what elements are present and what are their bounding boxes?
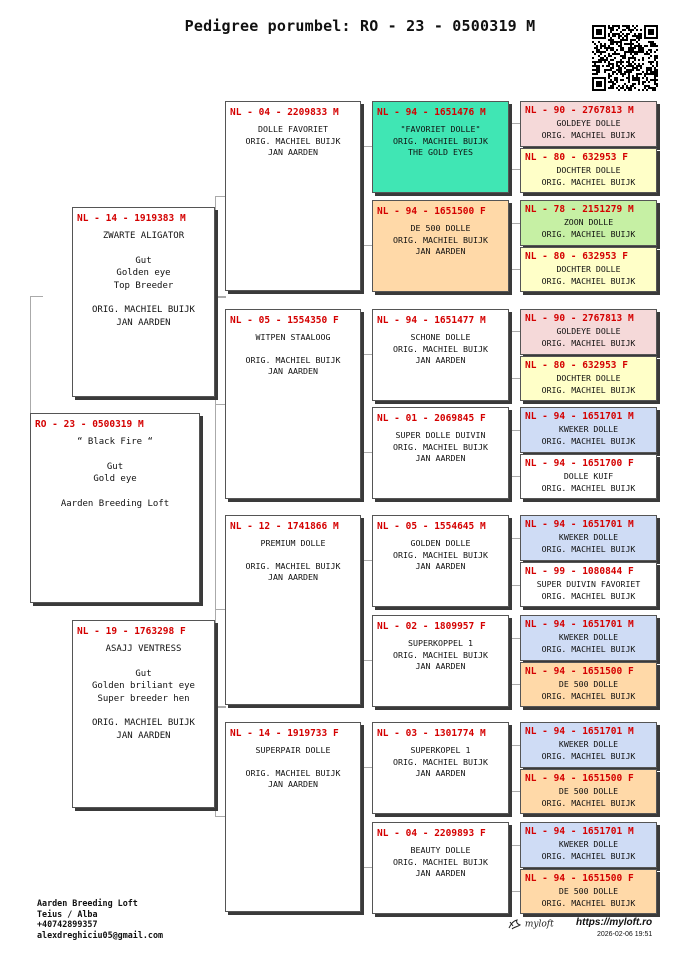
pigeon-name: GOLDEN DOLLE — [410, 538, 471, 548]
ring-number: NL - 02 - 1809957 F — [377, 621, 486, 632]
breeder-contact — [37, 898, 163, 940]
pigeon-detail: ORIG. MACHIEL BUIJK — [393, 856, 488, 867]
pigeon-detail: ORIG. MACHIEL BUIJK — [541, 898, 636, 908]
pigeon-detail: ORIG. MACHIEL BUIJK — [541, 691, 636, 701]
pigeon-detail: ORIG. MACHIEL BUIJK — [92, 305, 195, 315]
ring-number: NL - 14 - 1919383 M — [77, 213, 186, 224]
pigeon-card-grandparent[interactable] — [225, 515, 361, 705]
pigeon-name: SUPER DOLLE DUIVIN — [395, 430, 486, 440]
ring-number: NL - 94 - 1651701 M — [525, 619, 634, 630]
pigeon-detail: Aarden Breeding Loft — [60, 498, 170, 509]
ring-number: NL - 94 - 1651701 M — [525, 411, 634, 422]
myloft-logo — [508, 918, 554, 930]
pigeon-card-great-great-grandparent[interactable] — [520, 454, 657, 499]
pigeon-detail — [77, 656, 210, 668]
ring-number: NL - 78 - 2151279 M — [525, 204, 634, 215]
ring-number: NL - 94 - 1651701 M — [525, 519, 634, 530]
pigeon-name: DOCHTER DOLLE — [556, 165, 621, 175]
pigeon-detail: JAN AARDEN — [415, 453, 466, 463]
pigeon-name: KWEKER DOLLE — [558, 532, 619, 542]
pigeon-card-great-great-grandparent[interactable] — [520, 822, 657, 868]
ring-number: NL - 04 - 2209893 F — [377, 828, 486, 839]
pigeon-card-great-great-grandparent[interactable] — [520, 101, 657, 147]
pigeon-detail — [230, 550, 356, 561]
ring-number: NL - 80 - 632953 F — [525, 360, 628, 371]
pigeon-detail: ORIG. MACHIEL BUIJK — [541, 436, 636, 446]
pigeon-name: DE 500 DOLLE — [410, 223, 471, 233]
ring-number: NL - 19 - 1763298 F — [77, 626, 186, 637]
pigeon-card-subject[interactable] — [30, 413, 200, 603]
pigeon-name: PREMIUM DOLLE — [260, 538, 326, 548]
ring-number: NL - 01 - 2069845 F — [377, 413, 486, 424]
pigeon-detail: ORIG. MACHIEL BUIJK — [393, 135, 488, 146]
ring-number: NL - 80 - 632953 F — [525, 251, 628, 262]
pigeon-card-parent[interactable] — [72, 620, 215, 808]
pigeon-name: SUPERKOPPEL 1 — [408, 638, 473, 648]
pigeon-detail: ORIG. MACHIEL BUIJK — [92, 718, 195, 728]
pigeon-card-parent[interactable] — [72, 207, 215, 397]
pigeon-card-grandparent[interactable] — [225, 101, 361, 291]
pigeon-detail: Golden eye — [116, 268, 171, 278]
pigeon-card-great-grandparent[interactable] — [372, 722, 509, 814]
pigeon-name: KWEKER DOLLE — [558, 739, 619, 749]
pigeon-detail: JAN AARDEN — [268, 366, 318, 376]
pigeon-detail: ORIG. MACHIEL BUIJK — [245, 135, 341, 146]
pigeon-detail — [230, 344, 356, 355]
pigeon-name: DE 500 DOLLE — [558, 679, 619, 689]
pigeon-card-great-grandparent[interactable] — [372, 101, 509, 193]
pigeon-card-grandparent[interactable] — [225, 309, 361, 499]
pigeon-name: DE 500 DOLLE — [558, 886, 619, 896]
ring-number: NL - 80 - 632953 F — [525, 152, 628, 163]
ring-number: NL - 05 - 1554350 F — [230, 315, 339, 326]
pigeon-detail: ORIG. MACHIEL BUIJK — [541, 130, 636, 140]
pigeon-name: SUPER DUIVIN FAVORIET — [536, 579, 641, 589]
pigeon-card-great-great-grandparent[interactable] — [520, 615, 657, 661]
pigeon-card-great-great-grandparent[interactable] — [520, 515, 657, 561]
ring-number: RO - 23 - 0500319 M — [35, 419, 144, 430]
pigeon-detail — [35, 486, 195, 498]
print-timestamp: 2026-02-06 19:51 — [597, 931, 653, 938]
ring-number: NL - 94 - 1651500 F — [525, 666, 634, 677]
pigeon-detail: Gut — [135, 255, 152, 266]
pigeon-detail: ORIG. MACHIEL BUIJK — [541, 338, 636, 348]
pigeon-card-grandparent[interactable] — [225, 722, 361, 912]
pigeon-detail — [77, 292, 210, 304]
pigeon-name: DE 500 DOLLE — [558, 786, 619, 796]
pigeon-name: SUPERKOPEL 1 — [410, 745, 471, 755]
pigeon-detail — [77, 705, 210, 717]
pigeon-card-great-great-grandparent[interactable] — [520, 722, 657, 768]
pigeon-detail: ORIG. MACHIEL BUIJK — [541, 851, 636, 861]
pigeon-card-great-great-grandparent[interactable] — [520, 407, 657, 453]
pigeon-card-great-great-grandparent[interactable] — [520, 662, 657, 707]
pigeon-detail: ORIG. MACHIEL BUIJK — [541, 177, 636, 187]
ring-number: NL - 90 - 2767813 M — [525, 313, 634, 324]
pigeon-detail — [35, 449, 195, 461]
ring-number: NL - 90 - 2767813 M — [525, 105, 634, 116]
pigeon-detail: Top Breeder — [113, 280, 174, 291]
pigeon-card-great-grandparent[interactable] — [372, 200, 509, 292]
ring-number: NL - 94 - 1651500 F — [525, 773, 634, 784]
breeder-phone: +40742899357 — [37, 919, 98, 929]
pigeon-detail: ORIG. MACHIEL BUIJK — [393, 441, 488, 452]
pigeon-name: ASAJJ VENTRESS — [105, 644, 182, 654]
pigeon-detail: Gut — [135, 668, 152, 679]
pigeon-detail: JAN AARDEN — [415, 768, 466, 778]
pigeon-name: DOCHTER DOLLE — [556, 264, 621, 274]
pigeon-detail: JAN AARDEN — [268, 147, 318, 157]
pigeon-logo-icon — [508, 918, 522, 930]
ring-number: NL - 14 - 1919733 F — [230, 728, 339, 739]
pigeon-name: ZOON DOLLE — [563, 217, 614, 227]
pigeon-card-great-great-grandparent[interactable] — [520, 200, 657, 246]
pigeon-detail: ORIG. MACHIEL BUIJK — [541, 644, 636, 654]
pigeon-card-great-great-grandparent[interactable] — [520, 356, 657, 401]
pigeon-detail: Gut — [106, 461, 124, 472]
pigeon-detail: ORIG. MACHIEL BUIJK — [393, 343, 488, 354]
ring-number: NL - 04 - 2209833 M — [230, 107, 339, 118]
pigeon-detail: ORIG. MACHIEL BUIJK — [245, 354, 341, 365]
ring-number: NL - 94 - 1651700 F — [525, 458, 634, 469]
pigeon-name: KWEKER DOLLE — [558, 839, 619, 849]
pigeon-detail: JAN AARDEN — [415, 868, 466, 878]
pigeon-name: KWEKER DOLLE — [558, 424, 619, 434]
pigeon-detail: Super breeder hen — [97, 693, 190, 704]
pigeon-detail: ORIG. MACHIEL BUIJK — [541, 591, 636, 601]
pigeon-name: BEAUTY DOLLE — [410, 845, 471, 855]
ring-number: NL - 03 - 1301774 M — [377, 728, 486, 739]
pigeon-detail: JAN AARDEN — [415, 246, 466, 256]
pigeon-detail — [230, 757, 356, 768]
pigeon-name: SUPERPAIR DOLLE — [255, 745, 331, 755]
pigeon-detail: JAN AARDEN — [415, 355, 466, 365]
pigeon-card-great-great-grandparent[interactable] — [520, 769, 657, 814]
pigeon-card-great-grandparent[interactable] — [372, 515, 509, 607]
pigeon-name: ZWARTE ALIGATOR — [102, 231, 185, 241]
pigeon-name: "FAVORIET DOLLE" — [400, 124, 481, 134]
ring-number: NL - 94 - 1651701 M — [525, 726, 634, 737]
pigeon-detail: ORIG. MACHIEL BUIJK — [541, 276, 636, 286]
pigeon-detail: ORIG. MACHIEL BUIJK — [393, 549, 488, 560]
ring-number: NL - 94 - 1651500 F — [525, 873, 634, 884]
pigeon-name: KWEKER DOLLE — [558, 632, 619, 642]
pigeon-name: DOCHTER DOLLE — [556, 373, 621, 383]
ring-number: NL - 05 - 1554645 M — [377, 521, 486, 532]
pigeon-detail: ORIG. MACHIEL BUIJK — [541, 798, 636, 808]
pigeon-card-great-grandparent[interactable] — [372, 407, 509, 499]
pigeon-card-great-great-grandparent[interactable] — [520, 562, 657, 607]
pigeon-detail: Golden briliant eye — [92, 681, 195, 691]
ring-number: NL - 94 - 1651477 M — [377, 315, 486, 326]
pigeon-card-great-grandparent[interactable] — [372, 615, 509, 707]
pigeon-card-great-grandparent[interactable] — [372, 822, 509, 914]
pigeon-detail: ORIG. MACHIEL BUIJK — [541, 544, 636, 554]
pigeon-name: GOLDEYE DOLLE — [556, 118, 621, 128]
pigeon-detail: ORIG. MACHIEL BUIJK — [541, 751, 636, 761]
logo-text: myloft — [524, 919, 554, 930]
pigeon-detail: ORIG. MACHIEL BUIJK — [245, 560, 341, 571]
site-url: https://myloft.ro — [576, 917, 653, 928]
pigeon-name: DOLLE FAVORIET — [258, 124, 328, 134]
ring-number: NL - 12 - 1741866 M — [230, 521, 339, 532]
pigeon-detail: ORIG. MACHIEL BUIJK — [245, 767, 341, 778]
ring-number: NL - 94 - 1651701 M — [525, 826, 634, 837]
ring-number: NL - 99 - 1080844 F — [525, 566, 634, 577]
pigeon-card-great-great-grandparent[interactable] — [520, 309, 657, 355]
breeder-location: Teius / Alba — [37, 908, 98, 919]
pigeon-name: SCHONE DOLLE — [410, 332, 471, 342]
pigeon-detail: ORIG. MACHIEL BUIJK — [541, 483, 636, 493]
breeder-email: alexdreghiciu05@gmail.com — [37, 929, 164, 940]
pigeon-detail: ORIG. MACHIEL BUIJK — [393, 649, 488, 660]
pigeon-detail: ORIG. MACHIEL BUIJK — [541, 229, 636, 239]
pigeon-name: GOLDEYE DOLLE — [556, 326, 621, 336]
pigeon-card-great-great-grandparent[interactable] — [520, 869, 657, 914]
pigeon-card-great-great-grandparent[interactable] — [520, 148, 657, 193]
pigeon-detail: Gold eye — [93, 474, 137, 484]
pigeon-name: DOLLE KUIF — [563, 471, 614, 481]
pigeon-detail: JAN AARDEN — [116, 317, 171, 328]
page-title: Pedigree porumbel: RO - 23 - 0500319 M — [184, 17, 536, 35]
ring-number: NL - 94 - 1651500 F — [377, 206, 486, 217]
pigeon-card-great-great-grandparent[interactable] — [520, 247, 657, 292]
breeder-name: Aarden Breeding Loft — [37, 898, 138, 908]
pigeon-detail: ORIG. MACHIEL BUIJK — [541, 385, 636, 395]
pigeon-card-great-grandparent[interactable] — [372, 309, 509, 401]
pigeon-detail — [77, 243, 210, 255]
qr-code-icon — [592, 25, 658, 91]
pigeon-detail: THE GOLD EYES — [408, 147, 473, 157]
pigeon-detail: JAN AARDEN — [268, 572, 318, 582]
pigeon-name: “ Black Fire “ — [77, 437, 153, 447]
pigeon-detail: ORIG. MACHIEL BUIJK — [393, 234, 488, 245]
pigeon-detail: JAN AARDEN — [415, 661, 466, 671]
pigeon-detail: JAN AARDEN — [268, 779, 318, 789]
pigeon-detail: ORIG. MACHIEL BUIJK — [393, 756, 488, 767]
pigeon-name: WITPEN STAALOOG — [255, 332, 331, 342]
pigeon-detail: JAN AARDEN — [415, 561, 466, 571]
pigeon-detail: JAN AARDEN — [116, 730, 171, 741]
ring-number: NL - 94 - 1651476 M — [377, 107, 486, 118]
